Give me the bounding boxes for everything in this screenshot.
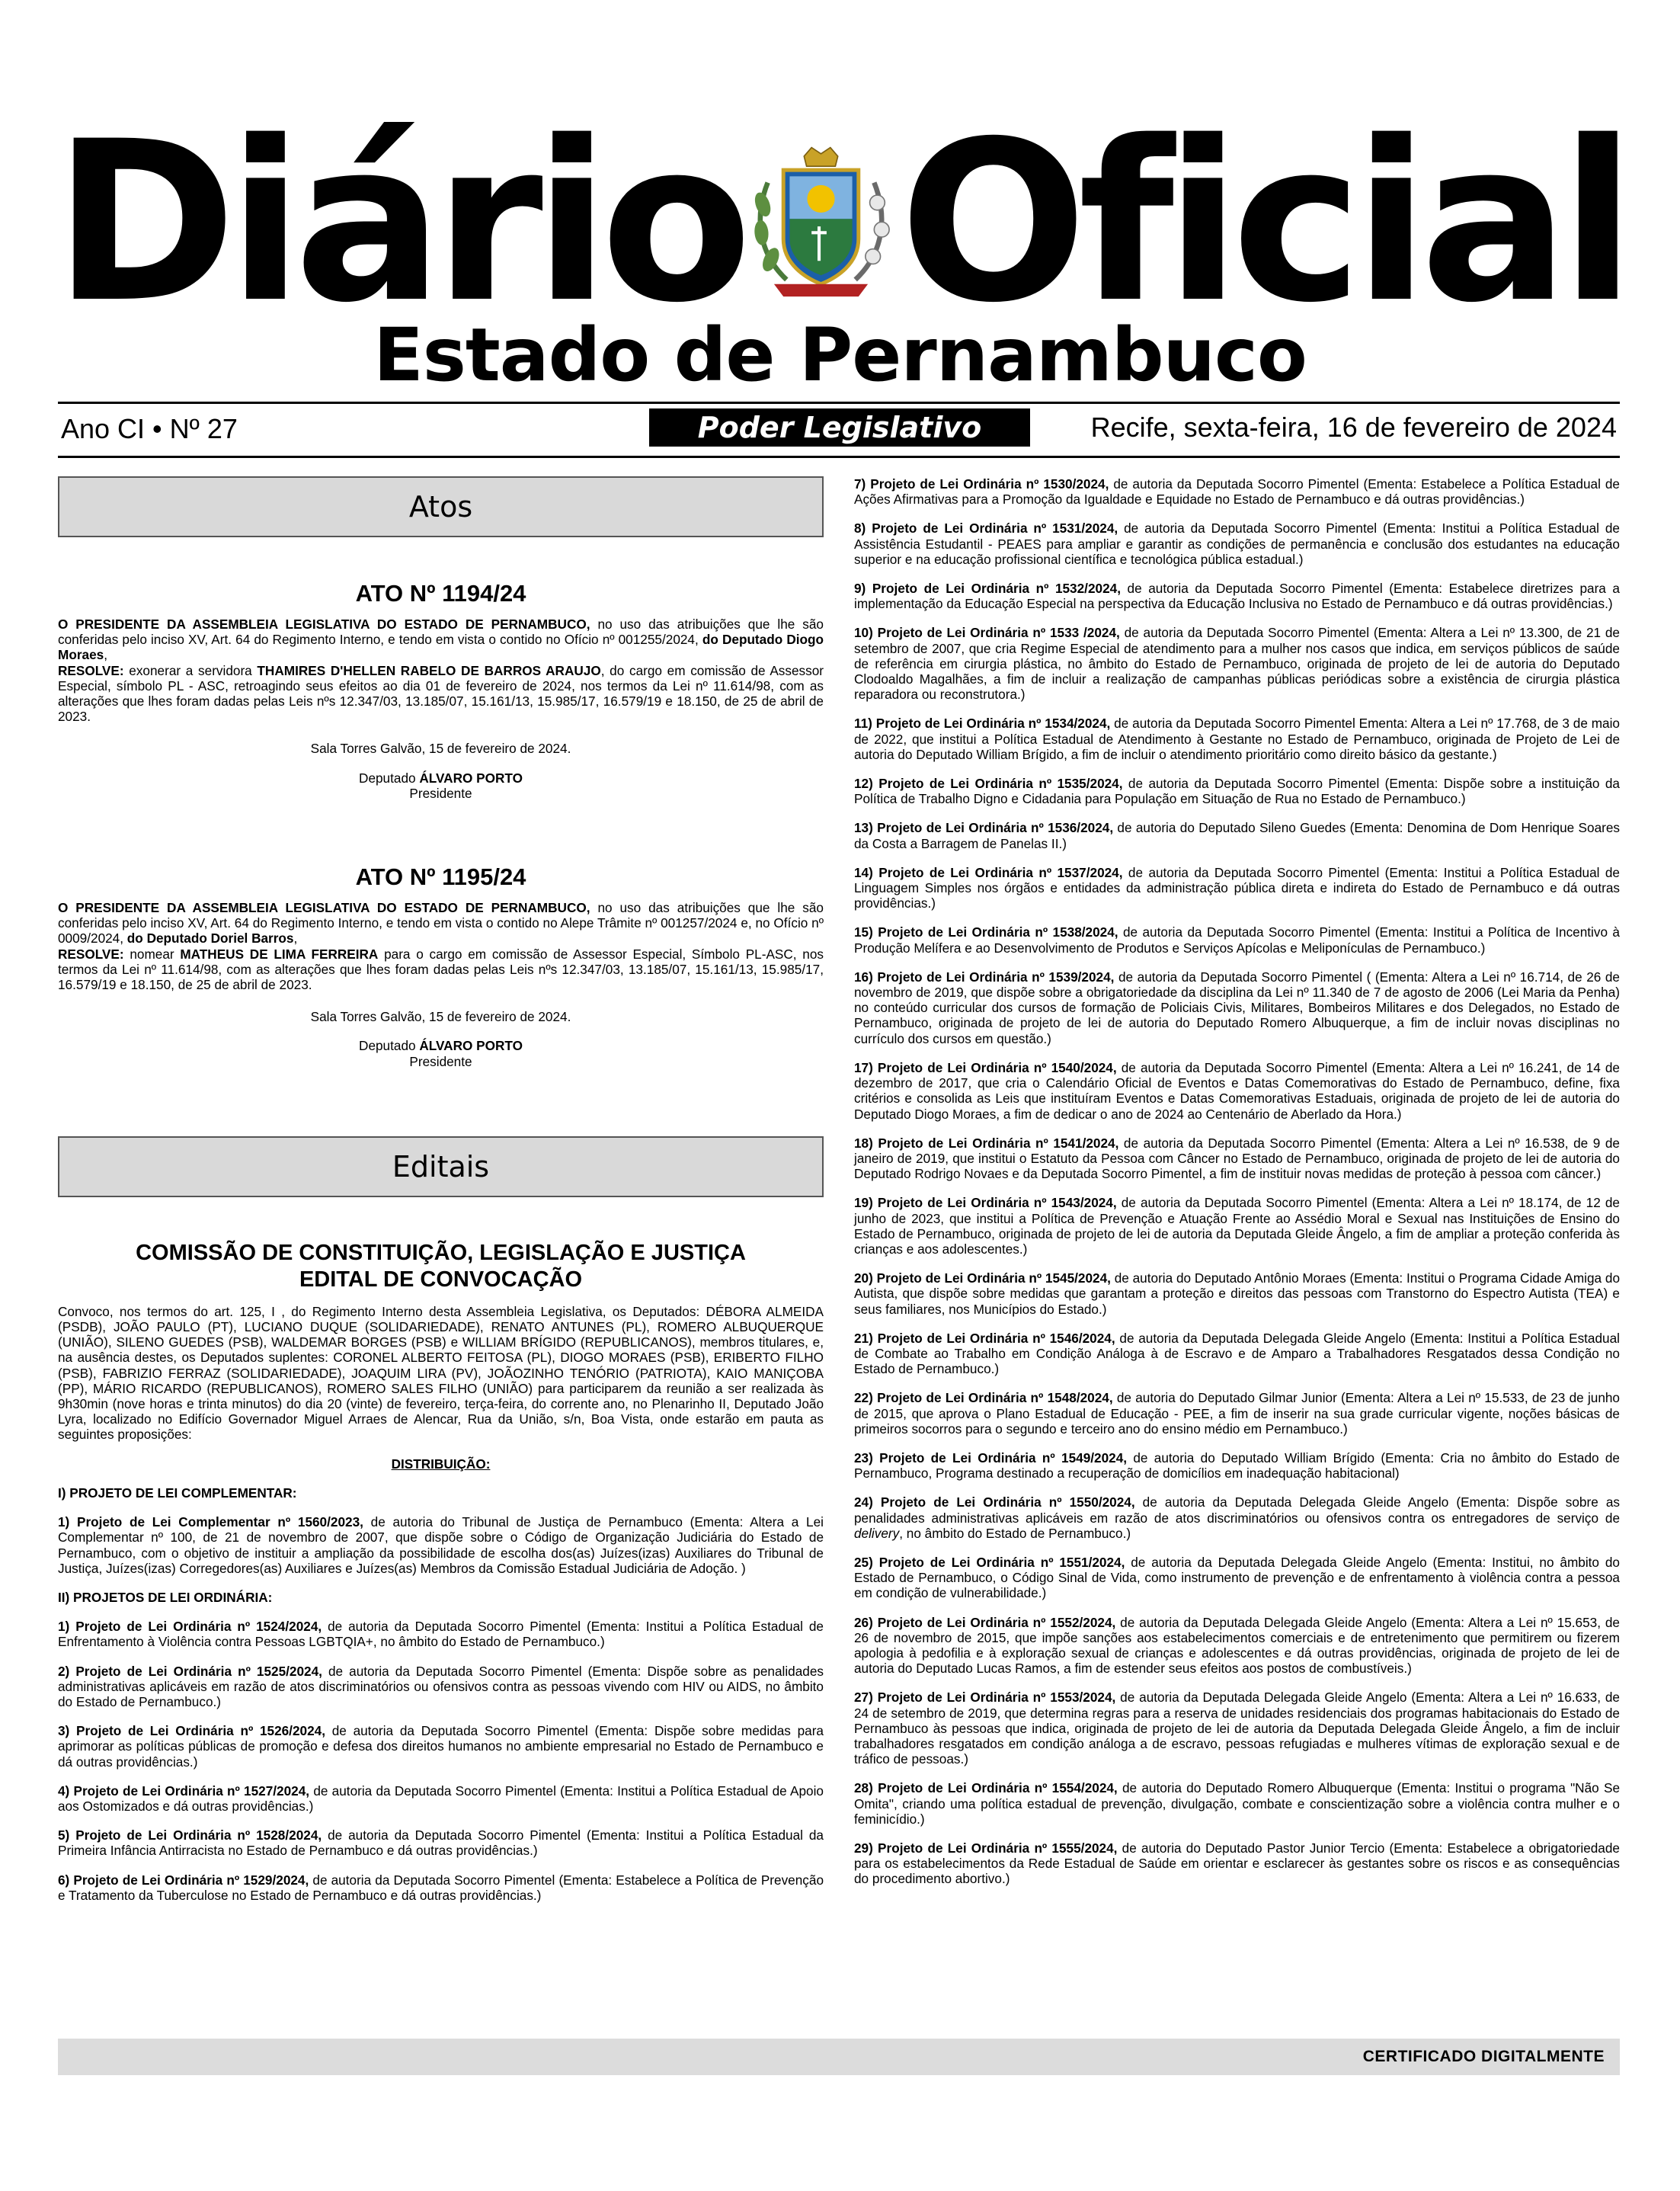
list-item: 3) Projeto de Lei Ordinária nº 1526/2024, de autoria da Deputada Socorro Pimentel (Ementa: Dispõe sobre medidas para aprimorar as políticas públicas de promoção e defesa dos direitos humanos no ambiente empresarial no Estado de Pernambuco e dá outras providências.) bbox=[58, 1723, 824, 1770]
list-item: 15) Projeto de Lei Ordinária nº 1538/2024, de autoria da Deputada Socorro Pimentel (Ementa: Institui a Política de Incentivo à Produção Melífera e ao Desenvolvimento de Produtos e Serviços Apícolas e Meliponículas de Pernambuco.) bbox=[854, 924, 1620, 956]
list-item: 11) Projeto de Lei Ordinária nº 1534/2024, de autoria da Deputada Socorro Pimentel Ementa: Altera a Lei nº 17.768, de 3 de maio de 2022, que institui a Política Estadual de Atendimento à Gestante no Estado de Pernambuco, originada de Projeto de Lei de autoria do Deputado William Brígido, a fim de incluir o atendimento prioritário como direito básico da gestante.) bbox=[854, 716, 1620, 762]
list-item: 2) Projeto de Lei Ordinária nº 1525/2024, de autoria da Deputada Socorro Pimentel (Ementa: Dispõe sobre as penalidades administrativas aplicáveis em razão de atos discriminatórios ou ofensivos contra as pessoas vivendo com HIV ou AIDS, no âmbito do Estado de Pernambuco.) bbox=[58, 1663, 824, 1709]
list-item: 27) Projeto de Lei Ordinária nº 1553/2024, de autoria da Deputada Delegada Gleide Angelo (Ementa: Altera a Lei nº 16.633, de 24 de setembro de 2019, que determina regras para a reserva de unidades residenciais dos programas habitacionais do Estado de Pernambuco às pessoas que indica, originada de projeto de lei de autoria da Deputada Delegada Gleide Ângelo, a fim de incluir trabalhadores resgatados em condição análoga a de escravo, pessoas refugiadas e mulheres vítimas de exploração sexual e de tráfico de pessoas.) bbox=[854, 1690, 1620, 1767]
list-item: 21) Projeto de Lei Ordinária nº 1546/2024, de autoria da Deputada Delegada Gleide Angelo (Ementa: Institui a Política Estadual de Combate ao Trabalho em Condição Análoga à de Escravo e de Amparo a Trabalhadores Resgatados dessa Condição no Estado de Pernambuco.) bbox=[854, 1330, 1620, 1377]
distribuicao-heading: DISTRIBUIÇÃO: bbox=[391, 1456, 491, 1472]
list-item: 20) Projeto de Lei Ordinária nº 1545/2024, de autoria do Deputado Antônio Moraes (Ementa: Institui o Programa Cidade Amiga do Autista, que dispõe sobre medidas que garantam a proteção e direitos das pessoas com Transtorno do Espectro Autista (TEA) e seus familiares, nos Municípios do Estado.) bbox=[854, 1270, 1621, 1317]
masthead-title bbox=[53, 94, 1627, 351]
heading-lei-ordinaria: II) PROJETOS DE LEI ORDINÁRIA: bbox=[58, 1589, 273, 1605]
edital-intro: Convoco, nos termos do art. 125, I , do Regimento Interno desta Assembleia Legislativa, os Deputados: DÉBORA ALMEIDA (PSDB), JOÃO PAULO (PT), LUCIANO DUQUE (SOLIDARIEDADE), RENATO ANTUNES (PL), ROMERO ALBUQUERQUE (UNIÃO), SILENO GUEDES (PSB), WALDEMAR BORGES (PSB) e WILLIAM BRÍGIDO (REPUBLICANOS), membros titulares, e, na ausência destes, os Deputados suplentes: CORONEL ALBERTO FEITOSA (PL), DIOGO MORAES (PSB), ERIBERTO FILHO (PSB), FABRIZIO FERRAZ (SOLIDARIEDADE), JOAQUIM LIRA (PV), JOÃOZINHO TENÓRIO (PATRIOTA), KAIO MANIÇOBA (PP), MÁRIO RICARDO (REPUBLICANOS), ROMERO SALES FILHO (UNIÃO) para participarem da reunião a ser realizada às 9h30min (nove horas e trinta minutos) do dia 20 (vinte) de fevereiro, terça-feira, do corrente ano, no Plenarinho II, Deputado João Lyra, localizado no Edifício Governador Miguel Arraes de Alencar, Rua da União, s/n, Boa Vista, onde estarão em pauta as seguintes proposições: bbox=[58, 1303, 824, 1443]
list-item: 16) Projeto de Lei Ordinária nº 1539/2024, de autoria da Deputada Socorro Pimentel ( (Ementa: Altera a Lei nº 16.714, de 26 de novembro de 2019, que dispõe sobre a obrigatoriedade da disciplina da Lei nº 11.340 de 7 de agosto de 2006 (Lei Maria da Penha) no conteúdo curricular dos cursos de formação de Policiais Civis, Militares, Bombeiros Militares e dos Delegados, no Estado de Pernambuco, originada de projeto de lei de autoria do Deputado Romero Albuquerque, a fim de incluir novas disciplinas no currículo dos cursos em questão.) bbox=[854, 969, 1620, 1046]
ato-1194-title: ATO Nº 1194/24 bbox=[355, 580, 526, 607]
list-item: 29) Projeto de Lei Ordinária nº 1555/2024, de autoria do Deputado Pastor Junior Tercio (Ementa: Estabelece a obrigatoriedade para os estabelecimentos da Rede Estadual de Saúde em orientar e esclarecer às gestantes sobre os riscos e as consequências do procedimento abortivo.) bbox=[854, 1840, 1620, 1887]
masthead-rule-top bbox=[58, 402, 1620, 404]
issue-number: Ano CI • Nº 27 bbox=[61, 413, 238, 444]
list-item: 23) Projeto de Lei Ordinária nº 1549/2024, de autoria do Deputado William Brígido (Ementa: Cria no âmbito do Estado de Pernambuco, Programa destinado a recuperação de domicílios em inadequação habitacional) bbox=[854, 1449, 1620, 1481]
list-item: 13) Projeto de Lei Ordinária nº 1536/2024, de autoria do Deputado Sileno Guedes (Ementa: Denomina de Dom Henrique Soares da Costa a Barragem de Panelas II.) bbox=[854, 820, 1620, 851]
pernambuco-coat-of-arms-icon bbox=[749, 128, 893, 319]
masthead-subtitle: Estado de Pernambuco bbox=[373, 312, 1307, 398]
list-item: 8) Projeto de Lei Ordinária nº 1531/2024, de autoria da Deputada Socorro Pimentel (Ementa: Institui a Política Estadual de Assistência Estudantil - PEAES para ampliar e garantir as condições de permanência e conclusão dos estudantes na educação superior e na educação profissional científica e tecnológica pública estadual.) bbox=[854, 521, 1620, 567]
list-item: 17) Projeto de Lei Ordinária nº 1540/2024, de autoria da Deputada Socorro Pimentel (Ementa: Altera a Lei nº 16.241, de 14 de dezembro de 2017, que cria o Calendário Oficial de Eventos e Datas Comemorativas do Estado de Pernambuco, define, fixa critérios e consolida as Leis que instituíram Eventos e Datas Comemorativas Estaduais, originada de projeto de lei de autoria do Deputado Diogo Moraes, a fim de dedicar o ano de 2024 ao Centenário de Aberlado da Hora.) bbox=[854, 1059, 1620, 1122]
right-items-list bbox=[854, 476, 1620, 1887]
list-item: 6) Projeto de Lei Ordinária nº 1529/2024, de autoria da Deputada Socorro Pimentel (Ementa: Estabelece a Política de Prevenção e Tratamento da Tuberculose no Estado de Pernambuco e dá outras providências.) bbox=[58, 1872, 824, 1903]
list-item: 24) Projeto de Lei Ordinária nº 1550/2024, de autoria da Deputada Delegada Gleide Angelo (Ementa: Dispõe sobre as penalidades administrativas aplicáveis em razão de atos discriminatórios ou ofensivos contra os entregadores de serviço de delivery, no âmbito do Estado de Pernambuco.) bbox=[854, 1494, 1620, 1541]
list-item: 19) Projeto de Lei Ordinária nº 1543/2024, de autoria da Deputada Socorro Pimentel (Ementa: Altera a Lei nº 18.174, de 12 de junho de 2023, que institui a Política de Prevenção e Atuação Frente ao Assédio Moral e Sexual nas Instituições de Ensino do Estado de Pernambuco, originada de projeto de lei de autoria da Deputada Gleide Ângelo, a fim de ampliar a proteção conferida às crianças e aos adolescentes.) bbox=[854, 1195, 1620, 1257]
heading-lei-complementar: I) PROJETO DE LEI COMPLEMENTAR: bbox=[58, 1485, 297, 1501]
footer-band bbox=[58, 2039, 1620, 2075]
section-badge: Poder Legislativo bbox=[649, 408, 1030, 447]
left-column bbox=[58, 476, 824, 1917]
list-item: 25) Projeto de Lei Ordinária nº 1551/2024, de autoria da Deputada Delegada Gleide Angelo (Ementa: Institui, no âmbito do Estado de Pernambuco, o Código Sinal de Vida, como instrumento de prevenção e de enfrentamento à violência contra a pessoa em condição de vulnerabilidade.) bbox=[854, 1554, 1620, 1601]
list-item: 1) Projeto de Lei Ordinária nº 1524/2024, de autoria da Deputada Socorro Pimentel (Ementa: Institui a Política Estadual de Enfrentamento à Violência contra Pessoas LGBTQIA+, no âmbito do Estado de Pernambuco.) bbox=[58, 1619, 824, 1650]
masthead-rule-bottom bbox=[58, 456, 1620, 458]
ato-1195-sala: Sala Torres Galvão, 15 de fevereiro de 2024. bbox=[310, 1009, 571, 1025]
section-header-atos: Atos bbox=[58, 476, 824, 537]
ato-1194-body: O PRESIDENTE DA ASSEMBLEIA LEGISLATIVA DO ESTADO DE PERNAMBUCO, no uso das atribuições que lhe são conferidas pelo inciso XV, Art. 64 do Regimento Interno, e tendo em vista o contido no Ofício nº 001255/2024, do Deputado Diogo Moraes, RESOLVE: exonerar a servidora THAMIRES D'HELLEN RABELO DE BARROS ARAUJO, do cargo em comissão de Assessor Especial, símbolo PL - ASC, retroagindo seus efeitos ao dia 01 de fevereiro de 2024, nos termos da Lei nº 11.614/98, com as alterações que lhes foram dadas pelas Leis nºs 12.347/03, 13.185/07, 15.161/13, 15.985/17, 16.579/19 e 18.150, de 25 de abril de 2023. bbox=[58, 617, 824, 725]
list-item: 4) Projeto de Lei Ordinária nº 1527/2024, de autoria da Deputada Socorro Pimentel (Ementa: Institui a Política Estadual de Apoio aos Ostomizados e dá outras providências.) bbox=[58, 1783, 824, 1814]
right-column bbox=[854, 476, 1620, 1901]
list-item: 26) Projeto de Lei Ordinária nº 1552/2024, de autoria da Deputada Delegada Gleide Angelo (Ementa: Altera a Lei nº 15.653, de 26 de novembro de 2015, que impõe sanções aos estabelecimentos comerciais e de entretenimento que permitirem ou fizerem apologia à pedofilia e à exploração sexual de crianças e adolescentes e dá outras providências, originada de projeto de lei de autoria do Deputado Lucas Ramos, a fim de estender seus efeitos aos postos de combustíveis.) bbox=[854, 1614, 1620, 1677]
ato-1195-body: O PRESIDENTE DA ASSEMBLEIA LEGISLATIVA DO ESTADO DE PERNAMBUCO, no uso das atribuições que lhe são conferidas pelo inciso XV, Art. 64 do Regimento Interno, e tendo em vista o contido no Alepe Trâmite nº 001257/2024 e, no Ofício nº 0009/2024, do Deputado Doriel Barros, RESOLVE: nomear MATHEUS DE LIMA FERREIRA para o cargo em comissão de Assessor Especial, Símbolo PL-ASC, nos termos da Lei nº 11.614/98, com as alterações que lhes foram dadas pelas Leis nºs 12.347/03, 13.185/07, 15.161/13, 15.985/17, 16.579/19 e 18.150, de 25 de abril de 2023. bbox=[58, 900, 824, 993]
masthead-title-right: Oficial bbox=[899, 94, 1627, 351]
certificado-digitalmente: CERTIFICADO DIGITALMENTE bbox=[1362, 2048, 1605, 2065]
list-item: 14) Projeto de Lei Ordinária nº 1537/2024, de autoria da Deputada Socorro Pimentel (Ementa: Institui a Política Estadual de Linguagem Simples nos órgãos e entidades da administração pública direta e indireta do Estado de Pernambuco e dá outras providências.) bbox=[854, 864, 1620, 911]
list-item: 7) Projeto de Lei Ordinária nº 1530/2024, de autoria da Deputada Socorro Pimentel (Ementa: Estabelece a Política Estadual de Ações Afirmativas para a Promoção da Igualdade e Equidade no Estado de Pernambuco e dá outras providências.) bbox=[854, 476, 1620, 508]
list-item: 28) Projeto de Lei Ordinária nº 1554/2024, de autoria do Deputado Romero Albuquerque (Ementa: Institui o programa "Não Se Omita", criando uma política estadual de prevenção, divulgação, combate e conscientização sobre a violência contra mulher e o feminicídio.) bbox=[854, 1780, 1620, 1827]
list-item: 18) Projeto de Lei Ordinária nº 1541/2024, de autoria da Deputada Socorro Pimentel (Ementa: Altera a Lei nº 16.538, de 9 de janeiro de 2019, que institui o Estatuto da Pessoa com Câncer no Estado de Pernambuco, originada de projeto de lei de autoria do Deputado Rodrigo Novaes e da Deputada Socorro Pimentel, a fim de instituir novas medidas de proteção à pessoa com câncer.) bbox=[854, 1135, 1620, 1182]
list-item: 1) Projeto de Lei Complementar nº 1560/2023, de autoria do Tribunal de Justiça de Pernambuco (Ementa: Altera a Lei Complementar nº 100, de 21 de novembro de 2007, que dispõe sobre o Código de Organização Judiciária do Estado de Pernambuco, com o objetivo de instituir a ampliação da possibilidade de escolha dos(as) Juízes(izas) Auxiliares do Tribunal de Justiça, Juízes(izas) Corregedores(as) Auxiliares e Juízes(as) Membros da Comissão Estadual Judiciária de Adoção. ) bbox=[58, 1514, 824, 1576]
left-items-list bbox=[58, 1619, 824, 1903]
ato-1195-signature: Deputado ÁLVARO PORTO Presidente bbox=[359, 1038, 523, 1069]
masthead-infobar bbox=[58, 405, 1620, 453]
masthead bbox=[0, 0, 1680, 472]
list-item: 10) Projeto de Lei Ordinária nº 1533 /2024, de autoria da Deputada Socorro Pimentel (Ementa: Altera a Lei nº 13.300, de 21 de setembro de 2007, que cria Regime Especial de atendimento para a mulher nos casos que indica, em serviços públicos de saúde de referência em cirurgia plástica, no âmbito do Estado de Pernambuco, originada de projeto de lei de autoria do Deputado Clodoaldo Magalhães, a fim de incluir a realização de campanhas públicas periódicas sobre a existência de cirurgia plástica reparadora ou reconstrutora.) bbox=[854, 625, 1620, 703]
edital-title: COMISSÃO DE CONSTITUIÇÃO, LEGISLAÇÃO E JUSTIÇA EDITAL DE CONVOCAÇÃO bbox=[136, 1240, 746, 1292]
dateline: Recife, sexta-feira, 16 de fevereiro de 2024 bbox=[1090, 412, 1617, 443]
masthead-title-left: Diário bbox=[53, 94, 744, 351]
list-item: 12) Projeto de Lei Ordinária nº 1535/2024, de autoria da Deputada Socorro Pimentel (Ementa: Dispõe sobre a instituição da Política de Trabalho Digno e Cidadania para População em Situação de Rua no Estado de Pernambuco.) bbox=[854, 776, 1620, 807]
list-item: 9) Projeto de Lei Ordinária nº 1532/2024, de autoria da Deputada Socorro Pimentel (Ementa: Estabelece diretrizes para a implementação da Educação Especial na perspectiva da Educação Inclusiva no Estado de Pernambuco e dá outras providências.) bbox=[854, 581, 1620, 612]
ato-1194-signature: Deputado ÁLVARO PORTO Presidente bbox=[359, 770, 523, 801]
list-item: 5) Projeto de Lei Ordinária nº 1528/2024, de autoria da Deputada Socorro Pimentel (Ementa: Institui a Política Estadual da Primeira Infância Antirracista no Estado de Pernambuco e dá outras providências.) bbox=[58, 1827, 824, 1859]
list-item: 22) Projeto de Lei Ordinária nº 1548/2024, de autoria do Deputado Gilmar Junior (Ementa: Altera a Lei nº 15.533, de 23 de junho de 2015, que aprova o Plano Estadual de Educação - PEE, a fim de inserir na sua grade curricular vigente, noções básicas de primeiros socorros para o segundo e terceiro ano do ensino médio em Pernambuco.) bbox=[854, 1390, 1620, 1437]
ato-1194-sala: Sala Torres Galvão, 15 de fevereiro de 2024. bbox=[310, 741, 571, 757]
ato-1195-title: ATO Nº 1195/24 bbox=[355, 863, 526, 891]
section-header-editais: Editais bbox=[58, 1136, 824, 1197]
